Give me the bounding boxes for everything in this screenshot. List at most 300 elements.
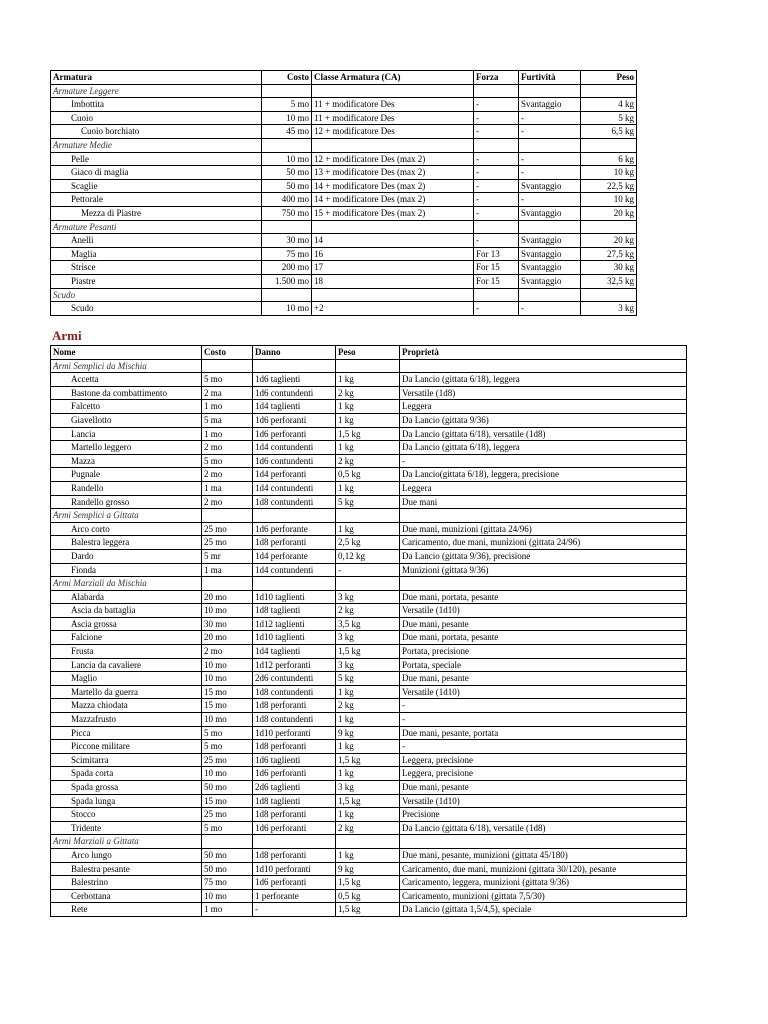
empty-cell — [253, 835, 336, 849]
armor-stealth-cell: Svantaggio — [519, 247, 581, 261]
weapon-weight-cell: 2 kg — [336, 604, 400, 618]
weapon-weight-cell: 2 kg — [336, 821, 400, 835]
armor-cost-cell: 75 mo — [262, 247, 312, 261]
weapon-properties-cell: Due mani, pesante, munizioni (gittata 45/180) — [400, 848, 687, 862]
weapon-row — [51, 862, 687, 876]
weapon-damage-cell: 1d4 taglienti — [253, 400, 336, 414]
armor-ac-cell: 11 + modificatore Des — [312, 98, 474, 112]
empty-cell — [202, 835, 253, 849]
armor-header-cost: Costo — [262, 71, 312, 85]
weapon-weight-cell: 1 kg — [336, 400, 400, 414]
weapon-name-cell: Mazza chiodata — [51, 699, 202, 713]
weapon-cost-cell: 1 mo — [202, 400, 253, 414]
weapon-cost-cell: 25 mo — [202, 753, 253, 767]
weapons-body — [51, 359, 687, 916]
empty-cell — [202, 577, 253, 591]
armor-table — [50, 70, 637, 316]
weapon-cost-cell: 25 mo — [202, 808, 253, 822]
weapon-row — [51, 889, 687, 903]
weapon-cost-cell: 30 mo — [202, 617, 253, 631]
armor-strength-cell: - — [474, 179, 519, 193]
weapon-cost-cell: 10 mo — [202, 658, 253, 672]
empty-cell — [474, 138, 519, 152]
weapon-row — [51, 645, 687, 659]
weapon-properties-cell: Leggera — [400, 400, 687, 414]
armor-cost-cell: 50 mo — [262, 179, 312, 193]
armor-strength-cell: - — [474, 166, 519, 180]
weapon-row — [51, 740, 687, 754]
weapon-properties-cell: Due mani — [400, 495, 687, 509]
weapon-damage-cell: 2d6 taglienti — [253, 781, 336, 795]
weapon-name-cell: Rete — [51, 903, 202, 917]
weapon-weight-cell: 0,5 kg — [336, 889, 400, 903]
armor-stealth-cell: - — [519, 125, 581, 139]
weapon-cost-cell: 50 mo — [202, 781, 253, 795]
armor-weight-cell: 3 kg — [581, 302, 637, 316]
weapon-damage-cell: 1d8 perforanti — [253, 699, 336, 713]
weapon-cost-cell: 5 mo — [202, 373, 253, 387]
weapon-weight-cell: 0,5 kg — [336, 468, 400, 482]
weapon-damage-cell: 1d6 taglienti — [253, 753, 336, 767]
weapon-properties-cell: Caricamento, leggera, munizioni (gittata 9/36) — [400, 876, 687, 890]
armor-ac-cell: 13 + modificatore Des (max 2) — [312, 166, 474, 180]
weapon-weight-cell: 1,5 kg — [336, 903, 400, 917]
weapons-table — [50, 345, 687, 917]
weapon-name-cell: Martello da guerra — [51, 685, 202, 699]
weapon-weight-cell: 5 kg — [336, 672, 400, 686]
weapon-row — [51, 821, 687, 835]
armor-section-label: Armature Pesanti — [51, 220, 262, 234]
armor-ac-cell: 15 + modificatore Des (max 2) — [312, 206, 474, 220]
empty-cell — [312, 288, 474, 302]
weapon-cost-cell: 20 mo — [202, 631, 253, 645]
weapon-row — [51, 876, 687, 890]
weapons-title: Armi — [52, 328, 82, 343]
weapon-cost-cell: 25 mo — [202, 522, 253, 536]
weapon-name-cell: Cerbottana — [51, 889, 202, 903]
armor-row — [51, 206, 637, 220]
weapon-cost-cell: 10 mo — [202, 672, 253, 686]
empty-cell — [336, 359, 400, 373]
armor-weight-cell: 5 kg — [581, 111, 637, 125]
armor-weight-cell: 32,5 kg — [581, 274, 637, 288]
empty-cell — [474, 84, 519, 98]
armor-stealth-cell: Svantaggio — [519, 261, 581, 275]
empty-cell — [312, 220, 474, 234]
weapon-properties-cell: Versatile (1d10) — [400, 794, 687, 808]
armor-cost-cell: 750 mo — [262, 206, 312, 220]
weapon-row — [51, 481, 687, 495]
armor-ac-cell: +2 — [312, 302, 474, 316]
armor-strength-cell: - — [474, 152, 519, 166]
weapon-damage-cell: 1d8 contundenti — [253, 495, 336, 509]
weapon-weight-cell: 1,5 kg — [336, 876, 400, 890]
weapon-name-cell: Spada corta — [51, 767, 202, 781]
armor-strength-cell: - — [474, 206, 519, 220]
armor-ac-cell: 18 — [312, 274, 474, 288]
weapon-properties-cell: Due mani, pesante — [400, 781, 687, 795]
weapon-name-cell: Randello — [51, 481, 202, 495]
armor-cost-cell: 10 mo — [262, 152, 312, 166]
weapon-cost-cell: 10 mo — [202, 767, 253, 781]
weapon-name-cell: Balestra pesante — [51, 862, 202, 876]
armor-weight-cell: 22,5 kg — [581, 179, 637, 193]
weapon-weight-cell: 1 kg — [336, 373, 400, 387]
weapon-cost-cell: 15 mo — [202, 699, 253, 713]
armor-stealth-cell: Svantaggio — [519, 274, 581, 288]
empty-cell — [400, 359, 687, 373]
armor-ac-cell: 14 + modificatore Des (max 2) — [312, 179, 474, 193]
weapon-properties-cell: Da Lancio(gittata 6/18), leggera, precisione — [400, 468, 687, 482]
weapon-name-cell: Spada grossa — [51, 781, 202, 795]
weapon-name-cell: Picca — [51, 726, 202, 740]
armor-strength-cell: For 15 — [474, 274, 519, 288]
armor-cost-cell: 10 mo — [262, 302, 312, 316]
empty-cell — [519, 220, 581, 234]
armor-weight-cell: 6 kg — [581, 152, 637, 166]
weapon-properties-cell: - — [400, 699, 687, 713]
weapon-row — [51, 373, 687, 387]
armor-name-cell: Pelle — [51, 152, 262, 166]
empty-cell — [400, 835, 687, 849]
weapon-name-cell: Randello grosso — [51, 495, 202, 509]
weapon-row — [51, 563, 687, 577]
armor-strength-cell: - — [474, 234, 519, 248]
weapon-cost-cell: 1 mo — [202, 427, 253, 441]
armor-row — [51, 302, 637, 316]
armor-ac-cell: 11 + modificatore Des — [312, 111, 474, 125]
weapons-section-label: Armi Semplici da Mischia — [51, 359, 202, 373]
weapon-cost-cell: 20 mo — [202, 590, 253, 604]
weapon-name-cell: Spada lunga — [51, 794, 202, 808]
weapons-header-weight: Peso — [336, 346, 400, 360]
armor-row — [51, 274, 637, 288]
weapon-properties-cell: - — [400, 454, 687, 468]
weapon-damage-cell: 1d10 perforanti — [253, 726, 336, 740]
weapon-damage-cell: 1d4 contundenti — [253, 441, 336, 455]
armor-name-cell: Mezza di Piastre — [51, 206, 262, 220]
weapon-damage-cell: 1d8 taglienti — [253, 604, 336, 618]
weapon-properties-cell: Caricamento, due mani, munizioni (gittata 30/120), pesante — [400, 862, 687, 876]
empty-cell — [262, 84, 312, 98]
weapon-row — [51, 753, 687, 767]
weapon-row — [51, 726, 687, 740]
armor-strength-cell: - — [474, 125, 519, 139]
weapon-damage-cell: 1d6 taglienti — [253, 373, 336, 387]
weapon-row — [51, 386, 687, 400]
weapon-properties-cell: - — [400, 713, 687, 727]
armor-name-cell: Giaco di maglia — [51, 166, 262, 180]
armor-cost-cell: 200 mo — [262, 261, 312, 275]
weapon-weight-cell: 1 kg — [336, 848, 400, 862]
weapon-weight-cell: 2 kg — [336, 699, 400, 713]
empty-cell — [474, 220, 519, 234]
weapon-row — [51, 672, 687, 686]
armor-stealth-cell: - — [519, 193, 581, 207]
weapon-properties-cell: Leggera, precisione — [400, 753, 687, 767]
armor-header-ac: Classe Armatura (CA) — [312, 71, 474, 85]
empty-cell — [336, 509, 400, 523]
weapon-weight-cell: 1,5 kg — [336, 794, 400, 808]
weapon-cost-cell: 2 mo — [202, 441, 253, 455]
weapon-damage-cell: 1 perforante — [253, 889, 336, 903]
armor-ac-cell: 17 — [312, 261, 474, 275]
weapon-weight-cell: 0,12 kg — [336, 549, 400, 563]
weapon-damage-cell: 1d8 contundenti — [253, 713, 336, 727]
weapon-name-cell: Lancia da cavaliere — [51, 658, 202, 672]
armor-section-row — [51, 84, 637, 98]
weapon-name-cell: Lancia — [51, 427, 202, 441]
weapon-row — [51, 713, 687, 727]
weapon-name-cell: Alabarda — [51, 590, 202, 604]
armor-stealth-cell: Svantaggio — [519, 206, 581, 220]
weapon-cost-cell: 5 mr — [202, 549, 253, 563]
empty-cell — [312, 84, 474, 98]
weapon-damage-cell: 1d6 perforante — [253, 522, 336, 536]
weapon-properties-cell: Due mani, pesante, portata — [400, 726, 687, 740]
weapon-row — [51, 468, 687, 482]
armor-header-strength: Forza — [474, 71, 519, 85]
weapon-cost-cell: 15 mo — [202, 794, 253, 808]
empty-cell — [262, 220, 312, 234]
weapon-name-cell: Scimitarra — [51, 753, 202, 767]
empty-cell — [400, 577, 687, 591]
weapon-weight-cell: 9 kg — [336, 862, 400, 876]
weapon-name-cell: Martello leggero — [51, 441, 202, 455]
weapon-damage-cell: 1d6 contundenti — [253, 386, 336, 400]
weapon-row — [51, 658, 687, 672]
weapon-properties-cell: Da Lancio (gittata 6/18), leggera — [400, 373, 687, 387]
armor-row — [51, 98, 637, 112]
armor-stealth-cell: Svantaggio — [519, 234, 581, 248]
weapon-weight-cell: 1 kg — [336, 740, 400, 754]
weapon-weight-cell: 1 kg — [336, 441, 400, 455]
weapon-cost-cell: 5 mo — [202, 740, 253, 754]
weapon-weight-cell: 3 kg — [336, 658, 400, 672]
weapons-header-row — [51, 346, 687, 360]
weapon-cost-cell: 1 mo — [202, 903, 253, 917]
empty-cell — [312, 138, 474, 152]
armor-section-label: Armature Medie — [51, 138, 262, 152]
weapon-damage-cell: 2d6 contundenti — [253, 672, 336, 686]
empty-cell — [474, 288, 519, 302]
weapon-properties-cell: Da Lancio (gittata 9/36) — [400, 413, 687, 427]
weapon-damage-cell: 1d10 taglienti — [253, 590, 336, 604]
weapon-cost-cell: 50 mo — [202, 862, 253, 876]
weapons-section-label: Armi Semplici a Gittata — [51, 509, 202, 523]
empty-cell — [581, 288, 637, 302]
weapon-damage-cell: 1d4 contundenti — [253, 563, 336, 577]
armor-strength-cell: For 15 — [474, 261, 519, 275]
armor-cost-cell: 400 mo — [262, 193, 312, 207]
weapon-damage-cell: 1d4 taglienti — [253, 645, 336, 659]
armor-weight-cell: 20 kg — [581, 234, 637, 248]
weapon-weight-cell: 1 kg — [336, 767, 400, 781]
weapon-damage-cell: 1d10 taglienti — [253, 631, 336, 645]
weapon-name-cell: Piccone militare — [51, 740, 202, 754]
weapon-cost-cell: 5 mo — [202, 726, 253, 740]
armor-cost-cell: 45 mo — [262, 125, 312, 139]
weapon-cost-cell: 5 mo — [202, 821, 253, 835]
empty-cell — [519, 288, 581, 302]
armor-section-row — [51, 138, 637, 152]
armor-strength-cell: - — [474, 302, 519, 316]
armor-ac-cell: 14 — [312, 234, 474, 248]
weapon-row — [51, 781, 687, 795]
weapon-name-cell: Balestrino — [51, 876, 202, 890]
weapon-damage-cell: 1d4 contundenti — [253, 481, 336, 495]
weapon-row — [51, 767, 687, 781]
weapon-damage-cell: 1d8 taglienti — [253, 794, 336, 808]
weapon-weight-cell: 1,5 kg — [336, 645, 400, 659]
weapon-damage-cell: 1d8 perforanti — [253, 808, 336, 822]
armor-stealth-cell: Svantaggio — [519, 179, 581, 193]
armor-weight-cell: 27,5 kg — [581, 247, 637, 261]
armor-strength-cell: For 13 — [474, 247, 519, 261]
weapon-cost-cell: 2 mo — [202, 495, 253, 509]
weapon-properties-cell: Versatile (1d10) — [400, 604, 687, 618]
weapon-row — [51, 522, 687, 536]
weapon-properties-cell: Portata, speciale — [400, 658, 687, 672]
weapon-cost-cell: 2 mo — [202, 468, 253, 482]
weapon-properties-cell: Portata, precisione — [400, 645, 687, 659]
empty-cell — [519, 84, 581, 98]
armor-cost-cell: 30 mo — [262, 234, 312, 248]
weapon-damage-cell: 1d8 perforanti — [253, 536, 336, 550]
armor-strength-cell: - — [474, 111, 519, 125]
weapons-section-row — [51, 359, 687, 373]
armor-weight-cell: 10 kg — [581, 193, 637, 207]
weapon-name-cell: Mazza — [51, 454, 202, 468]
empty-cell — [519, 138, 581, 152]
weapon-damage-cell: 1d6 perforanti — [253, 427, 336, 441]
weapon-weight-cell: 2 kg — [336, 454, 400, 468]
armor-name-cell: Scudo — [51, 302, 262, 316]
weapons-header-properties: Proprietà — [400, 346, 687, 360]
armor-cost-cell: 50 mo — [262, 166, 312, 180]
weapon-weight-cell: 2,5 kg — [336, 536, 400, 550]
empty-cell — [336, 835, 400, 849]
weapon-damage-cell: 1d6 perforanti — [253, 821, 336, 835]
weapon-damage-cell: 1d4 perforante — [253, 549, 336, 563]
weapon-damage-cell: 1d12 perforanti — [253, 658, 336, 672]
weapon-properties-cell: Leggera, precisione — [400, 767, 687, 781]
weapon-damage-cell: 1d6 contundenti — [253, 454, 336, 468]
armor-name-cell: Cuoio — [51, 111, 262, 125]
armor-header-stealth: Furtività — [519, 71, 581, 85]
weapon-properties-cell: Leggera — [400, 481, 687, 495]
weapon-weight-cell: 5 kg — [336, 495, 400, 509]
weapon-properties-cell: Da Lancio (gittata 6/18), leggera — [400, 441, 687, 455]
weapon-properties-cell: Due mani, pesante — [400, 617, 687, 631]
armor-body — [51, 84, 637, 315]
weapon-cost-cell: 10 mo — [202, 604, 253, 618]
weapon-row — [51, 631, 687, 645]
weapon-properties-cell: Caricamento, due mani, munizioni (gittata 24/96) — [400, 536, 687, 550]
weapon-properties-cell: Due mani, portata, pesante — [400, 631, 687, 645]
empty-cell — [581, 84, 637, 98]
weapon-row — [51, 495, 687, 509]
armor-cost-cell: 10 mo — [262, 111, 312, 125]
armor-stealth-cell: - — [519, 166, 581, 180]
weapon-name-cell: Arco lungo — [51, 848, 202, 862]
weapon-damage-cell: 1d8 perforanti — [253, 848, 336, 862]
armor-row — [51, 261, 637, 275]
weapon-cost-cell: 50 mo — [202, 848, 253, 862]
weapon-weight-cell: 1 kg — [336, 713, 400, 727]
weapon-name-cell: Stocco — [51, 808, 202, 822]
weapon-properties-cell: Versatile (1d10) — [400, 685, 687, 699]
weapon-properties-cell: Due mani, munizioni (gittata 24/96) — [400, 522, 687, 536]
empty-cell — [202, 509, 253, 523]
weapon-weight-cell: 1,5 kg — [336, 427, 400, 441]
armor-cost-cell: 5 mo — [262, 98, 312, 112]
weapon-weight-cell: 1 kg — [336, 413, 400, 427]
armor-weight-cell: 30 kg — [581, 261, 637, 275]
weapon-name-cell: Bastone da combattimento — [51, 386, 202, 400]
armor-name-cell: Strisce — [51, 261, 262, 275]
weapon-row — [51, 848, 687, 862]
weapons-section-row — [51, 577, 687, 591]
armor-ac-cell: 14 + modificatore Des (max 2) — [312, 193, 474, 207]
weapon-weight-cell: 1,5 kg — [336, 753, 400, 767]
armor-row — [51, 166, 637, 180]
weapon-properties-cell: Munizioni (gittata 9/36) — [400, 563, 687, 577]
armor-weight-cell: 4 kg — [581, 98, 637, 112]
weapon-weight-cell: 1 kg — [336, 481, 400, 495]
armor-ac-cell: 16 — [312, 247, 474, 261]
armor-stealth-cell: - — [519, 302, 581, 316]
weapon-properties-cell: - — [400, 740, 687, 754]
weapon-weight-cell: 1 kg — [336, 808, 400, 822]
armor-stealth-cell: Svantaggio — [519, 98, 581, 112]
weapon-cost-cell: 2 ma — [202, 386, 253, 400]
weapon-cost-cell: 25 mo — [202, 536, 253, 550]
weapon-row — [51, 794, 687, 808]
weapon-weight-cell: 3 kg — [336, 781, 400, 795]
empty-cell — [253, 577, 336, 591]
weapons-section-label: Armi Marziali da Mischia — [51, 577, 202, 591]
weapons-section-row — [51, 509, 687, 523]
weapon-cost-cell: 1 ma — [202, 563, 253, 577]
weapon-name-cell: Accetta — [51, 373, 202, 387]
weapon-weight-cell: 1 kg — [336, 522, 400, 536]
empty-cell — [581, 220, 637, 234]
armor-strength-cell: - — [474, 193, 519, 207]
armor-name-cell: Cuoio borchiato — [51, 125, 262, 139]
weapon-properties-cell: Da Lancio (gittata 9/36), precisione — [400, 549, 687, 563]
armor-header-weight: Peso — [581, 71, 637, 85]
armor-row — [51, 193, 637, 207]
weapon-properties-cell: Due mani, portata, pesante — [400, 590, 687, 604]
weapon-row — [51, 699, 687, 713]
armor-section-row — [51, 288, 637, 302]
weapon-row — [51, 441, 687, 455]
weapon-damage-cell: - — [253, 903, 336, 917]
armor-row — [51, 234, 637, 248]
armor-section-label: Scudo — [51, 288, 262, 302]
weapon-weight-cell: 9 kg — [336, 726, 400, 740]
armor-weight-cell: 6,5 kg — [581, 125, 637, 139]
weapon-name-cell: Arco corto — [51, 522, 202, 536]
armor-header-name: Armatura — [51, 71, 262, 85]
weapon-weight-cell: 3,5 kg — [336, 617, 400, 631]
weapon-row — [51, 685, 687, 699]
armor-row — [51, 179, 637, 193]
weapon-cost-cell: 2 mo — [202, 645, 253, 659]
weapon-weight-cell: - — [336, 563, 400, 577]
weapons-header-cost: Costo — [202, 346, 253, 360]
